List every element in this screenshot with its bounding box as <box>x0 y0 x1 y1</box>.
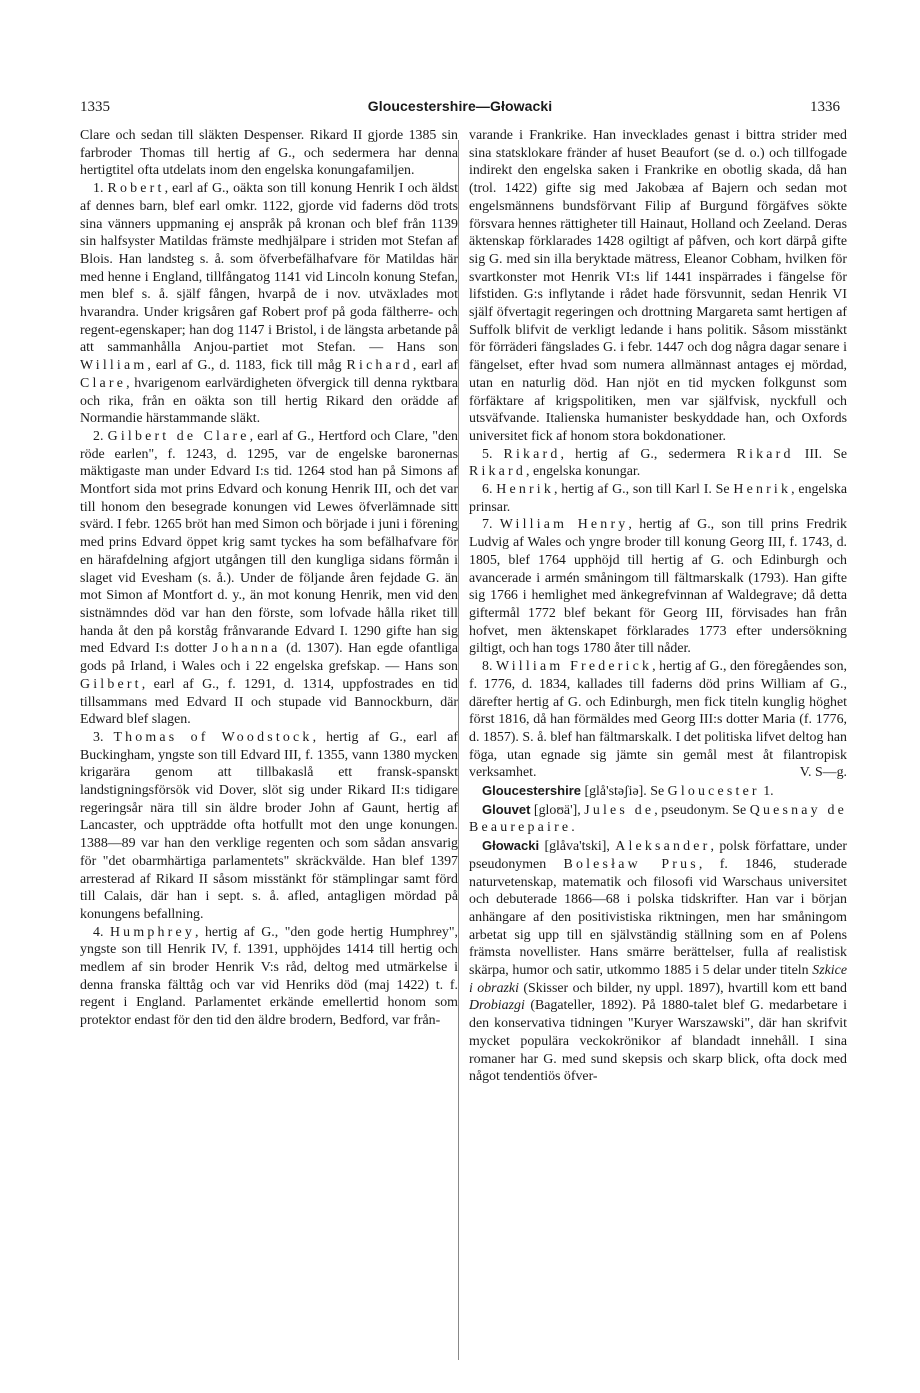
entry-name: Humphrey <box>109 924 195 940</box>
page-number-right: 1336 <box>810 99 840 115</box>
entry-thomas-of-woodstock: 3. Thomas of Woodstock, hertig af G., earl af Buckingham, yngste son till Edvard III, f. 1355, vann 1380 mycken krigarära genom att tillbakaslå ett fransk-spanskt landstigningsförsök vid Dover, slöt sig under Rikard II:s tidigare regeringsår nära till sin äldre broder John af Gaunt, hertig af Lancaster, och uppträdde ofta hotfullt mot den unge konungen. 1388—89 var han den verklige regenten och som sådan ansvarig för "det obarmhärtiga parlamentets" skräckvälde. Han blef 1397 arresterad af Rikard II såsom misstänkt för stämplingar samt förd till Calais, där han i sept. s. å. afled, antagligen mördad på konungens befallning. <box>80 729 458 922</box>
entry-name: Gilbert de Clare <box>107 428 250 444</box>
entry-name: Thomas of Woodstock <box>113 729 313 745</box>
entry-name: Henrik <box>496 482 555 498</box>
entry-gloucestershire: Gloucestershire [glå'stəʃiə]. Se Gloucester 1. <box>482 783 774 800</box>
headword: Glouvet <box>482 801 531 817</box>
author-signature: V. S—g. <box>799 765 847 781</box>
column-divider <box>458 140 459 1360</box>
entry-name: Robert <box>107 181 165 197</box>
entry-name: William Frederick <box>495 659 653 675</box>
left-column <box>80 127 458 1030</box>
entry-rikard: 5. Rikard, hertig af G., sedermera Rikard III. Se Rikard, engelska konungar. <box>469 446 848 480</box>
running-title: Gloucestershire—Głowacki <box>367 98 553 114</box>
entry-glowacki: Głowacki [glåva'tski], Aleksander, polsk författare, under pseudonymen Bolesław Prus, f. 1846, studerade naturvetenskap, matematik och filosofi vid Warschaus universitet och debuterade 1866—68 i polska tidskrifter. Han var i början anhängare af den positivistiska riktningen, men har småningom arbetat sig upp till en självständig ställning som en af Polens främsta novellister. Hans smärre berättelser, fulla af realistisk skärpa, humor och satir, utkommo 1885 i 5 delar under titeln Szkice i obrazki (Skisser och bilder, ny uppl. 1897), hvartill kom ett band Drobiazgi (Bagateller, 1892). På 1880-talet blef G. medarbetare i den konservativa tidningen "Kuryer Warszawski", där han skrifvit mycket populära veckokrönikor af blandadt innehåll. I sina romaner har G. med sund skepsis och skarp blick, ofta dock med något tendentiös öfver- <box>469 838 847 1085</box>
entry-henrik: 6. Henrik, hertig af G., son till Karl I. Se Henrik, engelska prinsar. <box>469 482 848 515</box>
entry-robert: 1. Robert, earl af G., oäkta son till konung Henrik I och äldst af dennes barn, blef earl omkr. 1122, gjorde vid faderns död trots sina vänners uppmaning ej anspråk på kronan och blef från 1139 sin halfsyster Matildas främste medhjälpare i striden mot Stefan af Blois. Han landsteg s. å. som öfverbefälhafvare för Matildas här med henne i England, tillfångatog 1141 vid Lincoln konung Stefan, men blef s. å. själf fången, hvarpå de i nov. utväxlades mot hvarandra. Under krigsåren gaf Robert prof på goda fältherre- och regent-egenskaper; han dog 1147 i Bristol, i de längsta arbetande på att sammanhålla Anjou-partiet mot Stefan. — Hans son William, earl af G., d. 1183, fick till måg Richard, earl af Clare, hvarigenom earlvärdigheten öfvergick till denna ryktbara och rika, från en oäkta son till hertig Rikard den orädde af Normandie härstammande släkt. <box>80 181 459 427</box>
entry-name: William Henry <box>499 517 629 533</box>
entry-william-henry: 7. William Henry, hertig af G., son till prins Fredrik Ludvig af Wales och yngre broder till konung Georg III, f. 1743, d. 1805, blef 1764 upphöjd till hertig af G. och Edinburgh och avancerade i armén småningom till fältmarskalk (1793). Han gifte sig 1766 i hemlighet med änkegrefvinnan af Waldegrave; då detta giftermål 1772 blef bekant för Georg III, förvisades han från hofvet, men äktenskapet förklarades 1773 efter undersökning giltigt, och han togs 1780 åter till nåder. <box>469 517 847 657</box>
entry-glouvet: Glouvet [gloʊä'], Jules de, pseudonym. Se Quesnay de Beaurepaire. <box>469 801 847 836</box>
headword: Gloucestershire <box>482 783 581 799</box>
intro-paragraph: Clare och sedan till släkten Despenser. Rikard II gjorde 1385 sin farbroder Thomas till hertig af G., och sedermera har denna hertigtitel ofta utdelats inom den engelska konungafamiljen. <box>80 128 458 179</box>
humphrey-continuation: varande i Frankrike. Han invecklades genast i bittra strider med sina statsklokare fränder af huset Beaufort (se d. o.) och tillfogade indirekt den engelska saken i Frankrike en obotlig skada, då han (trol. 1422) gifte sig med Jakobæa af Bajern och sedan mot engelsmännens bundsförvant Filip af Burgund förgäfves sökte försvara hennes rättigheter till Hainaut, Holland och Zeeland. Deras äktenskap förklarades 1428 ogiltigt af påfven, och kort därpå gifte sig G. med sin illa beryktade mätress, Eleanor Cobham, hvilken för svartkonster mot Henrik VI:s lif 1441 inspärrades i fängelse för lifstiden. G:s inflytande i rådet hade försvunnit, sedan Henrik VI själf öfvertagit regeringen och drottning Margareta samt hertigen af Suffolk blifvit de verkligt ledande i hans politik. Såsom misstänkt för förräderi fängslades G. i febr. 1447 och dog några dagar senare i fängelset, efter hvad som numera allmännast antages ej mördad, utan en naturlig död. Han njöt en tid mycken folkgunst som förfäktare af krigspolitiken, men var själfvisk, nyckfull och utsväfvande. Italienska humanister beskyddade han, och Oxfords universitet fick af honom stora bokdonationer. <box>469 128 847 444</box>
right-column <box>469 127 847 1086</box>
entry-name: Rikard <box>503 446 561 462</box>
running-header <box>80 98 840 122</box>
entry-william-frederick: 8. William Frederick, hertig af G., den föregåendes son, f. 1776, d. 1834, kallades till faderns död prins William af G., därefter hertig af G. och Edinburgh, men fick titeln kunglig höghet först 1816, då han förmäldes med Georg III:s dotter Maria (f. 1776, d. 1857). S. å. blef han fältmarskalk. I det politiska lifvet deltog han föga, utan egnade sig jämte sin gemål mest åt filantropisk verksamhet. V. S—g. <box>469 659 848 781</box>
entry-humphrey: 4. Humphrey, hertig af G., "den gode hertig Humphrey", yngste son till Henrik IV, f. 1391, upphöjdes 1414 till hertig och medlem af sin broder Henrik V:s råd, deltog med utmärkelse i denna franska fälttåg och var vid Henriks död (maj 1422) t. f. regent i England. Parlamentet erkände emellertid honom som protektor endast för den tid den äldre brodern, Bedford, var från- <box>80 924 458 1029</box>
page-number-left: 1335 <box>80 99 110 115</box>
headword: Głowacki <box>482 838 540 854</box>
entry-gilbert-de-clare: 2. Gilbert de Clare, earl af G., Hertford och Clare, "den röde earlen", f. 1243, d. 1295, var de engelske baronernas mäktigaste man under Edvard I:s tid. 1264 stod han på Simons af Montfort sida mot prins Edvard och konung Henrik III, och det var till honom den besegrade konungen vid Lewes öfverlämnade sitt svärd. I febr. 1265 bröt han med Simon och började i juni i förening med prins Edvard öppet krig samt tyckes ha som befälhafvare för en härafdelning afgjort utgången till den kungliga sidans förmån i slaget vid Evesham (s. å.). Under de följande åren fejdade G. än mot Simon af Montfort d. y., än mot konung Henrik, men vid den sistnämndes död var han den förste, som lofvade hålla riket till handa åt den på korståg frånvarande Edvard I. 1290 gifte han sig med Edvard I:s dotter Johanna (d. 1307). Han egde ofantliga gods på Irland, i Wales och i 22 engelska grefskap. — Hans son Gilbert, earl af G., f. 1291, d. 1314, uppfostrades en tid tillsammans med Edvard II och stupade vid Bannockburn, där Edward blef slagen. <box>80 428 459 728</box>
